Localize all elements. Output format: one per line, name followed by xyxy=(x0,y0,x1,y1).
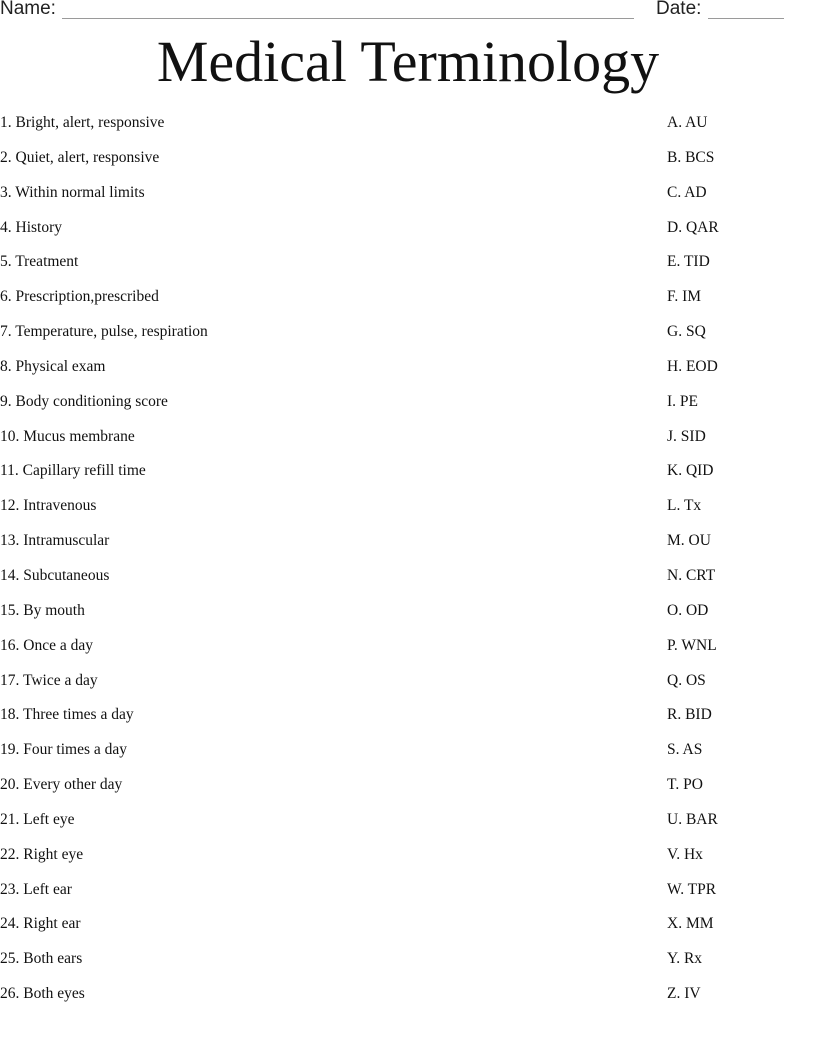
list-item xyxy=(0,985,816,1020)
answer-choice: D. QAR xyxy=(667,218,719,236)
list-item xyxy=(0,811,816,846)
term-text: 19. Four times a day xyxy=(0,741,127,759)
term-text: 6. Prescription,prescribed xyxy=(0,288,159,306)
list-item xyxy=(0,393,816,428)
term-text: 16. Once a day xyxy=(0,636,93,654)
answer-choice: A. AU xyxy=(667,114,708,131)
list-item xyxy=(0,950,816,985)
term-text: 17. Twice a day xyxy=(0,671,98,689)
worksheet-header xyxy=(0,0,816,24)
term-text: 11. Capillary refill time xyxy=(0,462,146,480)
answer-choice: X. MM xyxy=(667,915,714,933)
term-text: 14. Subcutaneous xyxy=(0,566,110,584)
term-text: 22. Right eye xyxy=(0,845,84,863)
list-item xyxy=(0,637,816,672)
answer-choice: V. Hx xyxy=(667,845,703,863)
list-item xyxy=(0,881,816,916)
list-item xyxy=(0,497,816,532)
list-item xyxy=(0,358,816,393)
answer-choice: I. PE xyxy=(667,392,698,410)
name-label: Name: xyxy=(0,0,56,19)
term-text: 2. Quiet, alert, responsive xyxy=(0,148,160,166)
list-item xyxy=(0,706,816,741)
list-item xyxy=(0,567,816,602)
list-item xyxy=(0,915,816,950)
list-item xyxy=(0,114,816,149)
list-item xyxy=(0,602,816,637)
list-item xyxy=(0,428,816,463)
term-text: 24. Right ear xyxy=(0,915,81,933)
list-item xyxy=(0,776,816,811)
answer-choice: B. BCS xyxy=(667,148,715,166)
list-item xyxy=(0,846,816,881)
list-item xyxy=(0,323,816,358)
term-text: 23. Left ear xyxy=(0,880,72,898)
answer-choice: P. WNL xyxy=(667,636,717,654)
answer-choice: E. TID xyxy=(667,253,710,271)
page-title: Medical Terminology xyxy=(156,29,660,94)
term-text: 21. Left eye xyxy=(0,810,75,828)
term-text: 7. Temperature, pulse, respiration xyxy=(0,323,208,341)
name-blank-line xyxy=(62,18,634,19)
answer-choice: O. OD xyxy=(667,601,709,619)
list-item xyxy=(0,741,816,776)
list-item xyxy=(0,219,816,254)
term-text: 20. Every other day xyxy=(0,776,123,794)
term-text: 1. Bright, alert, responsive xyxy=(0,114,165,131)
list-item xyxy=(0,532,816,567)
term-text: 3. Within normal limits xyxy=(0,183,145,201)
answer-choice: S. AS xyxy=(667,741,703,759)
answer-choice: F. IM xyxy=(667,288,702,306)
list-item xyxy=(0,253,816,288)
answer-choice: W. TPR xyxy=(667,880,717,898)
term-text: 13. Intramuscular xyxy=(0,532,110,550)
term-text: 9. Body conditioning score xyxy=(0,392,168,410)
date-blank-line xyxy=(708,18,784,19)
answer-choice: M. OU xyxy=(667,532,711,550)
date-label: Date: xyxy=(656,0,702,19)
term-text: 15. By mouth xyxy=(0,601,85,619)
answer-choice: L. Tx xyxy=(667,497,702,515)
answer-choice: H. EOD xyxy=(667,357,718,375)
term-text: 26. Both eyes xyxy=(0,985,85,1003)
answer-choice: Z. IV xyxy=(667,985,701,1003)
answer-choice: C. AD xyxy=(667,183,707,201)
term-text: 5. Treatment xyxy=(0,253,79,271)
list-item xyxy=(0,462,816,497)
answer-choice: J. SID xyxy=(667,427,706,445)
answer-choice: K. QID xyxy=(667,462,714,480)
term-text: 18. Three times a day xyxy=(0,706,134,724)
list-item xyxy=(0,149,816,184)
term-text: 10. Mucus membrane xyxy=(0,427,135,445)
answer-choice: Q. OS xyxy=(667,671,706,689)
answer-choice: R. BID xyxy=(667,706,712,724)
term-text: 12. Intravenous xyxy=(0,497,97,515)
answer-choice: G. SQ xyxy=(667,323,706,341)
list-item xyxy=(0,184,816,219)
answer-choice: T. PO xyxy=(667,776,703,794)
matching-list xyxy=(0,114,816,1020)
list-item xyxy=(0,288,816,323)
term-text: 25. Both ears xyxy=(0,950,83,968)
answer-choice: Y. Rx xyxy=(667,950,703,968)
answer-choice: N. CRT xyxy=(667,566,716,584)
answer-choice: U. BAR xyxy=(667,810,718,828)
term-text: 8. Physical exam xyxy=(0,357,106,375)
list-item xyxy=(0,672,816,707)
term-text: 4. History xyxy=(0,218,62,236)
